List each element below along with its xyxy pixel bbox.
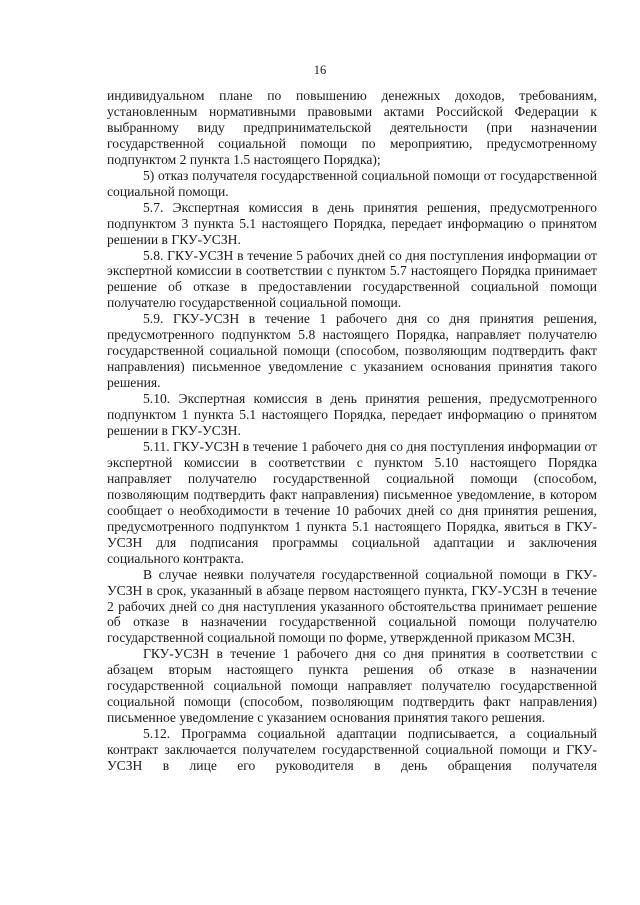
paragraph-continued: индивидуальном плане по повышению денежных доходов, требованиям, установленным нормативными правовыми актами Российской Федерации к выбранному виду предпринимательской деятельности (при назначении государственной социальной помощи по мероприятию, предусмотренному подпунктом 2 пункта 1.5 настоящего Порядка); bbox=[107, 88, 597, 167]
paragraph-5-12: 5.12. Программа социальной адаптации подписывается, а социальный контракт заключается получателем государственной социальной помощи и ГКУ-УСЗН в лице его руководителя в день обращения получателя bbox=[107, 726, 597, 774]
paragraph-5-11-abs-3: ГКУ-УСЗН в течение 1 рабочего дня со дня принятия в соответствии с абзацем вторым настоящего пункта решения об отказе в назначении государственной социальной помощи направляет получателю государственной социальной помощи (способом, позволяющим подтвердить факт направления) письменное уведомление с указанием основания принятия такого решения. bbox=[107, 646, 597, 726]
page-number: 16 bbox=[313, 63, 327, 77]
paragraph-item-5: 5) отказ получателя государственной социальной помощи от государственной социальной помощи. bbox=[107, 167, 597, 199]
paragraph-5-10: 5.10. Экспертная комиссия в день принятия решения, предусмотренного подпунктом 1 пункта 5.1 настоящего Порядка, передает информацию о принятом решении в ГКУ-УСЗН. bbox=[107, 391, 597, 439]
paragraph-5-9: 5.9. ГКУ-УСЗН в течение 1 рабочего дня со дня принятия решения, предусмотренного подпунктом 5.8 настоящего Порядка, направляет получателю государственной социальной помощи (способом, позволяющим подтвердить факт направления) письменное уведомление с указанием основания принятия такого решения. bbox=[107, 311, 597, 391]
document-body bbox=[107, 88, 597, 774]
paragraph-5-7: 5.7. Экспертная комиссия в день принятия решения, предусмотренного подпунктом 3 пункта 5.1 настоящего Порядка, передает информацию о принятом решении в ГКУ-УСЗН. bbox=[107, 199, 597, 247]
paragraph-5-11: 5.11. ГКУ-УСЗН в течение 1 рабочего дня со дня поступления информации от экспертной комиссии в соответствии с пунктом 5.10 настоящего Порядка направляет получателю государственной социальной помощи (способом, позволяющим подтвердить факт направления) письменное уведомление, в котором сообщает о необходимости в течение 10 рабочих дней со дня принятия решения, предусмотренного подпунктом 1 пункта 5.1 настоящего Порядка, явиться в ГКУ-УСЗН для подписания программы социальной адаптации и заключения социального контракта. bbox=[107, 438, 597, 566]
paragraph-5-8: 5.8. ГКУ-УСЗН в течение 5 рабочих дней со дня поступления информации от экспертной комиссии в соответствии с пунктом 5.7 настоящего Порядка принимает решение об отказе в предоставлении государственной социальной помощи получателю государственной социальной помощи. bbox=[107, 247, 597, 311]
paragraph-5-11-abs-2: В случае неявки получателя государственной социальной помощи в ГКУ-УСЗН в срок, указанный в абзаце первом настоящего пункта, ГКУ-УСЗН в течение 2 рабочих дней со дня наступления указанного обстоятельства принимает решение об отказе в назначении государственной социальной помощи получателю государственной социальной помощи по форме, утвержденной приказом МСЗН. bbox=[107, 566, 597, 646]
